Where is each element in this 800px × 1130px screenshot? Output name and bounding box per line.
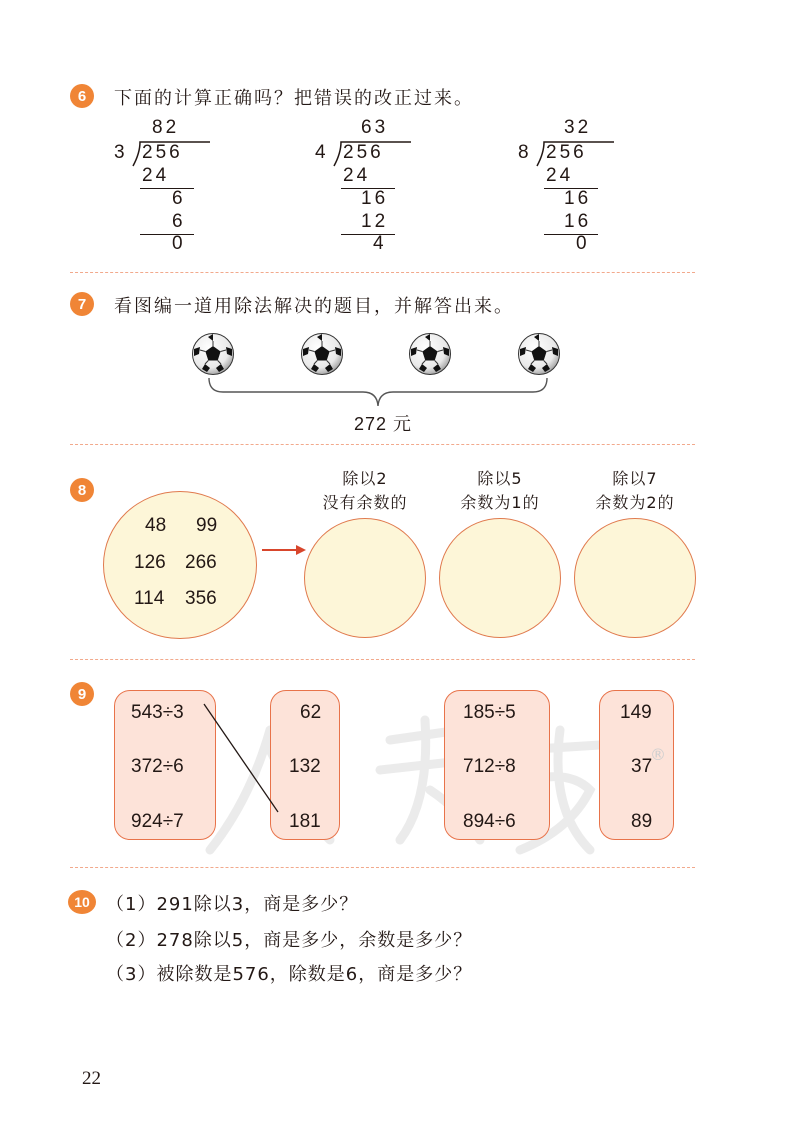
step-line-1: 24 bbox=[142, 165, 170, 186]
expression-372-div-6[interactable]: 372÷6 bbox=[131, 756, 184, 777]
step-line-4: 0 bbox=[172, 233, 186, 254]
label-divide-by-2-line1: 除以2 bbox=[342, 469, 388, 488]
question-8-badge: 8 bbox=[70, 478, 94, 502]
label-divide-by-5-line2: 余数为1的 bbox=[460, 493, 540, 512]
label-divide-by-7-line1: 除以7 bbox=[612, 469, 658, 488]
answer-89[interactable]: 89 bbox=[631, 811, 653, 832]
expression-712-div-8[interactable]: 712÷8 bbox=[463, 756, 516, 777]
number-set-circle bbox=[103, 491, 257, 639]
number-266: 266 bbox=[185, 552, 217, 573]
expression-924-div-7[interactable]: 924÷7 bbox=[131, 811, 184, 832]
step-line-3: 16 bbox=[564, 211, 592, 232]
sub-question-1: （1）291除以3，商是多少？ bbox=[106, 894, 359, 915]
rule-1 bbox=[140, 188, 194, 189]
soccer-ball-icon bbox=[517, 332, 561, 376]
step-line-4: 4 bbox=[373, 233, 387, 254]
question-6-badge: 6 bbox=[70, 84, 94, 108]
answer-132[interactable]: 132 bbox=[289, 756, 321, 777]
step-line-2: 16 bbox=[564, 188, 592, 209]
section-divider bbox=[70, 867, 695, 868]
step-line-2: 16 bbox=[361, 188, 389, 209]
sub-question-2: （2）278除以5，商是多少，余数是多少？ bbox=[106, 930, 473, 951]
step-line-3: 12 bbox=[361, 211, 389, 232]
answer-circle-divide-by-2[interactable] bbox=[304, 518, 426, 638]
curly-brace bbox=[205, 376, 551, 410]
rule-2 bbox=[544, 234, 598, 235]
number-99: 99 bbox=[196, 515, 218, 536]
number-48: 48 bbox=[145, 515, 167, 536]
long-division-3 bbox=[516, 115, 616, 254]
question-7-badge: 7 bbox=[70, 292, 94, 316]
page-number: 22 bbox=[82, 1068, 101, 1089]
divisor: 8 bbox=[518, 142, 532, 163]
rule-2 bbox=[341, 234, 395, 235]
step-line-1: 24 bbox=[546, 165, 574, 186]
answer-149[interactable]: 149 bbox=[620, 702, 652, 723]
dividend: 256 bbox=[142, 142, 183, 163]
quotient: 63 bbox=[361, 117, 389, 138]
label-divide-by-5-line1: 除以5 bbox=[477, 469, 523, 488]
question-10-badge: 10 bbox=[68, 890, 96, 914]
answer-circle-divide-by-7[interactable] bbox=[574, 518, 696, 638]
arrow-right-icon bbox=[262, 543, 306, 557]
label-divide-by-7-line2: 余数为2的 bbox=[595, 493, 675, 512]
soccer-ball-icon bbox=[300, 332, 344, 376]
answer-circle-divide-by-5[interactable] bbox=[439, 518, 561, 638]
answer-37[interactable]: 37 bbox=[631, 756, 653, 777]
rule-2 bbox=[140, 234, 194, 235]
answer-62[interactable]: 62 bbox=[300, 702, 322, 723]
number-114: 114 bbox=[134, 588, 165, 609]
dividend: 256 bbox=[343, 142, 384, 163]
question-9-badge: 9 bbox=[70, 682, 94, 706]
label-divide-by-2-line2: 没有余数的 bbox=[322, 493, 408, 512]
expression-185-div-5[interactable]: 185÷5 bbox=[463, 702, 516, 723]
quotient: 82 bbox=[152, 117, 180, 138]
step-line-4: 0 bbox=[576, 233, 590, 254]
expression-894-div-6[interactable]: 894÷6 bbox=[463, 811, 516, 832]
price-label: 272 元 bbox=[354, 414, 413, 434]
section-divider bbox=[70, 659, 695, 660]
number-126: 126 bbox=[134, 552, 166, 573]
soccer-ball-icon bbox=[191, 332, 235, 376]
section-divider bbox=[70, 272, 695, 273]
step-line-1: 24 bbox=[343, 165, 371, 186]
long-division-1 bbox=[112, 115, 212, 254]
expression-543-div-3[interactable]: 543÷3 bbox=[131, 702, 184, 723]
answer-181[interactable]: 181 bbox=[289, 811, 321, 832]
matching-line bbox=[200, 700, 290, 820]
question-7-text: 看图编一道用除法解决的题目，并解答出来。 bbox=[114, 296, 514, 317]
question-6-text: 下面的计算正确吗？把错误的改正过来。 bbox=[114, 88, 474, 109]
divisor: 3 bbox=[114, 142, 128, 163]
dividend: 256 bbox=[546, 142, 587, 163]
step-line-3: 6 bbox=[172, 211, 186, 232]
long-division-2 bbox=[313, 115, 413, 254]
soccer-ball-icon bbox=[408, 332, 452, 376]
sub-question-3: （3）被除数是576，除数是6，商是多少？ bbox=[106, 964, 473, 985]
quotient: 32 bbox=[564, 117, 592, 138]
registered-mark: ® bbox=[650, 745, 666, 764]
divisor: 4 bbox=[315, 142, 329, 163]
section-divider bbox=[70, 444, 695, 445]
step-line-2: 6 bbox=[172, 188, 186, 209]
number-356: 356 bbox=[185, 588, 217, 609]
